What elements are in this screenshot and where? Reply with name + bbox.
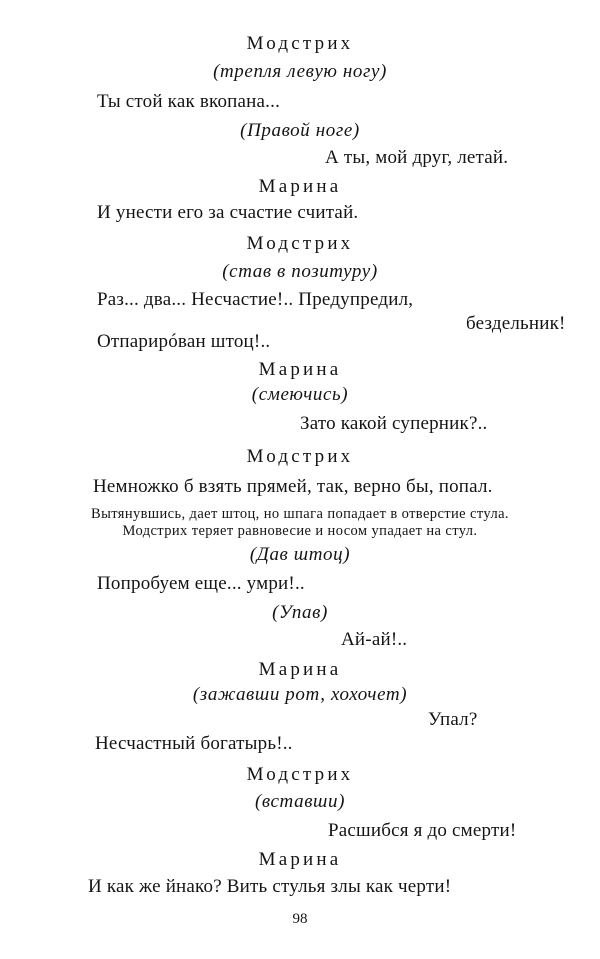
stage-direction: (зажавши рот, хохочет) xyxy=(192,684,408,705)
page-number: 98 xyxy=(292,911,308,927)
verse-line: Ты стой как вкопана... xyxy=(97,91,281,112)
verse-line: Ай-ай!.. xyxy=(341,629,408,650)
speaker-modstrikh: Модстрих xyxy=(246,33,354,54)
verse-line: Расшибся я до смерти! xyxy=(328,820,517,841)
speaker-marina: Марина xyxy=(258,849,342,870)
speaker-marina: Марина xyxy=(258,176,342,197)
stage-direction: (став в позитуру) xyxy=(222,261,378,282)
speaker-marina: Марина xyxy=(258,359,342,380)
verse-line: Попробуем еще... умри!.. xyxy=(97,573,305,594)
verse-line: бездельник! xyxy=(466,313,566,334)
verse-line: Отпарирóван штоц!.. xyxy=(97,331,271,352)
speaker-modstrikh: Модстрих xyxy=(246,764,354,785)
stage-direction: (Упав) xyxy=(272,602,328,623)
speaker-marina: Марина xyxy=(258,659,342,680)
verse-line: Зато какой суперник?.. xyxy=(300,413,488,434)
speaker-modstrikh: Модстрих xyxy=(246,233,354,254)
verse-line: Несчастный богатырь!.. xyxy=(95,733,293,754)
stage-direction: (вставши) xyxy=(254,791,346,812)
verse-line: И как же йнако? Вить стулья злы как черти! xyxy=(88,876,452,897)
stage-direction: (Правой ноге) xyxy=(240,120,360,141)
stage-direction: (смеючись) xyxy=(251,384,349,405)
verse-line: Раз... два... Несчастие!.. Предупредил, xyxy=(97,289,414,310)
verse-line: А ты, мой друг, летай. xyxy=(325,147,509,168)
stage-direction: (Дав штоц) xyxy=(249,544,351,565)
verse-line: Немножко б взять прямей, так, верно бы, попал. xyxy=(93,476,493,497)
verse-line: Упал? xyxy=(428,709,478,730)
stage-note: Вытянувшись, дает штоц, но шпага попадает в отверстие стула. xyxy=(91,506,509,522)
stage-note: Модстрих теряет равновесие и носом упадает на стул. xyxy=(122,523,478,539)
speaker-modstrikh: Модстрих xyxy=(246,446,354,467)
stage-direction: (трепля левую ногу) xyxy=(213,61,387,82)
verse-line: И унести его за счастие считай. xyxy=(97,202,359,223)
